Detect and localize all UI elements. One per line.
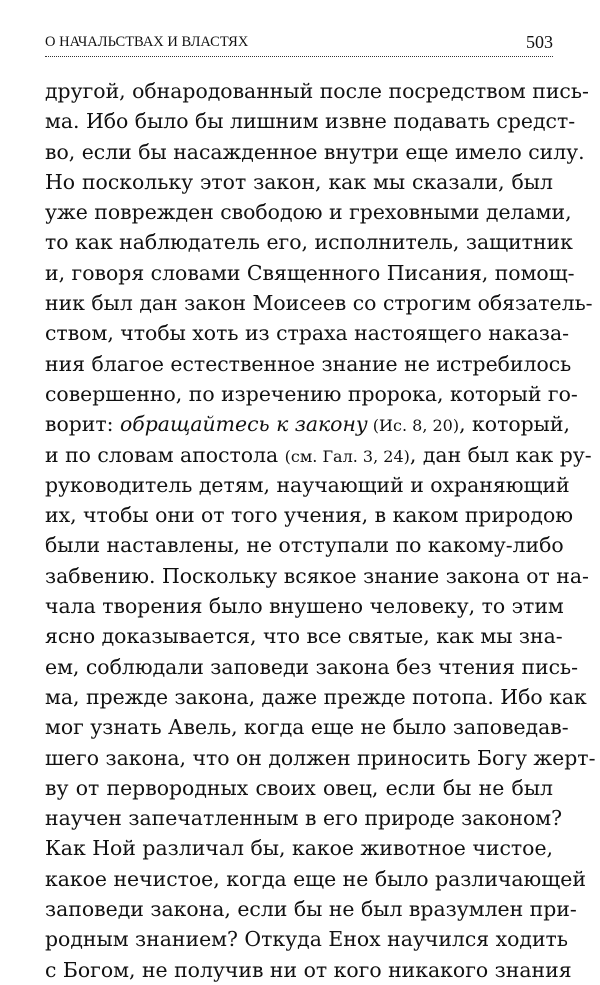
text-line: во, если бы насажденное внутри еще имело силу. <box>45 139 585 164</box>
text-line: ством, чтобы хоть из страха настоящего наказа- <box>45 321 570 346</box>
text-line: и, говоря словами Священного Писания, помощ- <box>45 260 575 285</box>
text-line-with-reference <box>45 440 592 470</box>
text-line: научен запечатленным в его природе законом? <box>45 806 563 831</box>
text-line: родным знанием? Откуда Енох научился ходить <box>45 927 568 952</box>
text-line: их, чтобы они от того учения, в каком природою <box>45 503 573 528</box>
scripture-reference: (Ис. 8, 20) <box>367 416 460 436</box>
scripture-quote: обращайтесь к закону <box>120 412 368 437</box>
page-number: 503 <box>526 32 553 52</box>
scripture-reference: (см. Гал. 3, 24) <box>284 446 410 466</box>
text-line: ву от первородных своих овец, если бы не был <box>45 775 553 800</box>
text-line: шего закона, что он должен приносить Богу жерт- <box>45 745 596 770</box>
text-line: заповеди закона, если бы не был вразумлен при- <box>45 897 577 922</box>
text-line: забвению. Поскольку всякое знание закона от на- <box>45 563 589 588</box>
text-fragment: и по словам апостола <box>45 442 285 467</box>
text-fragment: ворит: <box>45 412 121 437</box>
text-line: ясно доказывается, что все святые, как мы зна- <box>45 624 563 649</box>
text-line: с Богом, не получив ни от кого никакого знания <box>45 957 572 982</box>
text-line: какое нечистое, когда еще не было различающей <box>45 866 586 891</box>
text-line: были наставлены, не отступали по какому-либо <box>45 533 564 558</box>
text-line: уже поврежден свободою и греховными делами, <box>45 200 572 225</box>
body-text <box>45 76 596 985</box>
text-line: ма, прежде закона, даже прежде потопа. Ибо как <box>45 684 587 709</box>
text-fragment: , дан был как ру- <box>409 442 592 467</box>
text-line: чала творения было внушено человеку, то этим <box>45 594 564 619</box>
text-line: ма. Ибо было бы лишним извне подавать средст- <box>45 109 576 134</box>
running-header <box>45 34 553 57</box>
text-line: Как Ной различал бы, какое животное чистое, <box>45 836 553 861</box>
text-line: мог узнать Авель, когда еще не было заповедав- <box>45 715 569 740</box>
text-line-with-quote <box>45 409 570 439</box>
text-line: ник был дан закон Моисеев со строгим обязатель- <box>45 291 593 316</box>
text-line: ем, соблюдали заповеди закона без чтения пись- <box>45 654 579 679</box>
running-title: О НАЧАЛЬСТВАХ И ВЛАСТЯХ <box>45 34 249 50</box>
text-line: то как наблюдатель его, исполнитель, защитник <box>45 230 573 255</box>
text-line: ния благое естественное знание не истребилось <box>45 351 572 376</box>
text-line: Но поскольку этот закон, как мы сказали, был <box>45 169 553 194</box>
text-line: совершенно, по изречению пророка, который го- <box>45 381 578 406</box>
text-fragment: , который, <box>459 412 570 437</box>
text-line: руководитель детям, научающий и охраняющий <box>45 472 570 497</box>
text-line: другой, обнародованный после посредством пись- <box>45 79 589 103</box>
